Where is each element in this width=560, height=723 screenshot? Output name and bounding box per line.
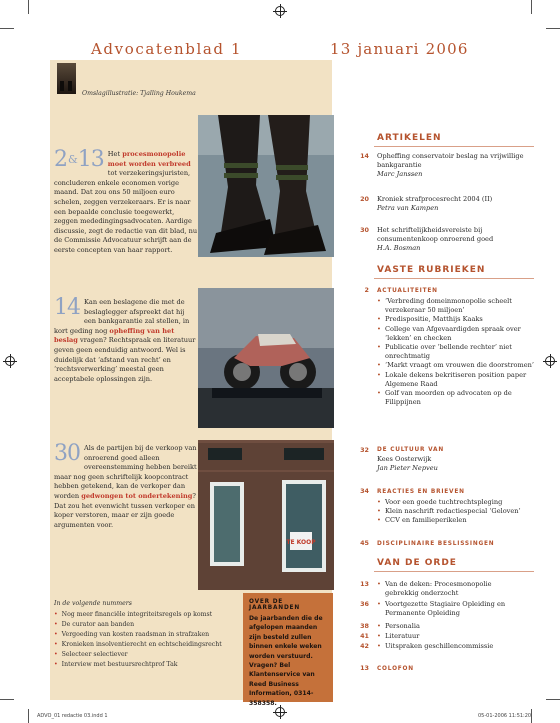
page-number: 41 bbox=[360, 632, 369, 640]
rubric-actualiteiten: ACTUALITEITEN bbox=[377, 288, 438, 294]
toc-entry[interactable] bbox=[355, 580, 535, 600]
teaser-highlight: procesmonopolie moet worden verbreed bbox=[107, 150, 191, 168]
reacties-list bbox=[377, 498, 537, 526]
photo-legs bbox=[198, 115, 334, 257]
page-number: 30 bbox=[360, 226, 369, 234]
list-item: • Interview met bestuursrechtprof Tak bbox=[54, 660, 222, 670]
teaser-page-number: 2&13 bbox=[54, 147, 104, 172]
page-number: 14 bbox=[360, 152, 369, 160]
teaser-text: tot verzekeringsjuristen, concluderen enkele economen vorige maand. Dat zou ons 50 miljoen euro schelen, zeggen verzekeraars. Er is naar een bepaalde conclusie toegewerkt, zeggen mededingingsadvocaten. Aardige discussie, zegt de redactie van dit blad, nu de Commissie Advocatuur schrijft aan de eerste concepten van haar rapport. bbox=[54, 169, 198, 254]
page-number: 36 bbox=[360, 600, 369, 608]
teaser-page-number: 14 bbox=[54, 295, 80, 320]
section-rule bbox=[374, 571, 534, 572]
section-rule bbox=[374, 278, 534, 279]
toc-title: Opheffing conservatoir beslag na vrijwillige bankgarantie bbox=[377, 152, 524, 170]
crop-mark bbox=[546, 699, 560, 700]
crop-mark bbox=[531, 0, 532, 14]
crop-mark bbox=[546, 28, 560, 29]
for-sale-sign: TE KOOP bbox=[286, 539, 316, 546]
jaarbanden-notice bbox=[243, 593, 333, 707]
page-number: 42 bbox=[360, 642, 369, 650]
next-issues-list bbox=[54, 610, 222, 671]
issue-date: 13 januari 2006 bbox=[330, 40, 469, 58]
page-number: 20 bbox=[360, 195, 369, 203]
list-item: • Voor een goede tuchtrechtspleging bbox=[377, 498, 537, 507]
crop-mark bbox=[0, 28, 14, 29]
photo-motorbike-illustration bbox=[198, 288, 334, 428]
toc-title: Het schriftelijkheidsvereiste bij consumentenkoop onroerend goed bbox=[377, 226, 494, 244]
toc-entry[interactable] bbox=[355, 600, 535, 620]
teaser-text: Het bbox=[107, 150, 123, 158]
rubric-colofon: COLOFON bbox=[377, 666, 414, 672]
toc-author: H.A. Bosman bbox=[377, 244, 421, 253]
teaser-block-2 bbox=[54, 295, 198, 384]
toc-author: Petra van Kampen bbox=[377, 204, 439, 213]
registration-mark-left bbox=[5, 356, 15, 366]
cover-thumbnail-legs bbox=[57, 63, 76, 94]
rubric-cultuur: DE CULTUUR VAN bbox=[377, 447, 444, 453]
list-item: • Nog meer financiële integriteitsregels op komst bbox=[54, 610, 222, 620]
list-item: • College van Afgevaardigden spraak over ‘lekken’ en checken bbox=[377, 325, 537, 343]
teaser-highlight: opheffing van het beslag bbox=[54, 326, 175, 345]
toc-title: Kroniek strafprocesrecht 2004 (II) bbox=[377, 195, 493, 203]
next-issues-title: In de volgende nummers bbox=[54, 600, 132, 607]
teaser-block-3 bbox=[54, 441, 198, 530]
teaser-text: Kan een beslagene die met de beslaglegger afspreekt dat hij een bankgarantie zal stellen, in kort geding nog bbox=[54, 298, 190, 335]
teaser-text: Als de partijen bij de verkoop van onroerend goed alleen overeenstemming hebben bereikt maar nog geen schriftelijk koopcontract hebben getekend, kan de verkoper dan worden bbox=[54, 444, 197, 500]
list-item: • Personalia bbox=[377, 622, 527, 631]
list-item: • Golf van moorden op advocaten op de Filippijnen bbox=[377, 389, 537, 407]
page-number: 45 bbox=[360, 539, 369, 547]
section-van-de-orde: VAN DE ORDE bbox=[377, 558, 457, 568]
list-item: • ‘Verbreding domeinmonopolie scheelt verzekeraar 50 miljoen’ bbox=[377, 297, 537, 315]
teaser-block-1 bbox=[54, 147, 198, 256]
section-vaste-rubrieken: VASTE RUBRIEKEN bbox=[377, 265, 486, 275]
registration-mark-right bbox=[545, 356, 555, 366]
actualiteiten-list bbox=[377, 297, 537, 407]
list-item: • Selecteer selectiever bbox=[54, 650, 222, 660]
list-item: • ‘Markt vraagt om vrouwen die doorstromen’ bbox=[377, 361, 537, 370]
jaarbanden-title: OVER DE JAARBANDEN bbox=[249, 599, 300, 611]
page-number: 34 bbox=[360, 487, 369, 495]
crop-mark bbox=[28, 709, 29, 723]
list-item: • De curator aan banden bbox=[54, 620, 222, 630]
page-number: 32 bbox=[360, 446, 369, 454]
teaser-text: ? Dat zou het evenwicht tussen verkoper en koper verstoren, maar er zijn goede argumenten voor. bbox=[54, 491, 196, 529]
magazine-title: Advocatenblad 1 bbox=[91, 40, 243, 58]
page-number: 2 bbox=[364, 286, 369, 294]
registration-mark-top bbox=[275, 6, 285, 16]
list-item: • Voortgezette Stagiaire Opleiding en Permanente Opleiding bbox=[377, 600, 527, 618]
toc-entry[interactable] bbox=[355, 642, 535, 652]
list-item: • Klein naschrift redactiespecial ‘Geloven’ bbox=[377, 507, 537, 516]
crop-mark bbox=[531, 709, 532, 723]
page-number: 13 bbox=[360, 580, 369, 588]
page-number: 38 bbox=[360, 622, 369, 630]
rubric-reacties: REACTIES EN BRIEVEN bbox=[377, 489, 465, 495]
list-item: • Van de deken: Procesmonopolie gebrekkig onderzocht bbox=[377, 580, 527, 598]
toc-entry[interactable] bbox=[355, 632, 535, 642]
list-item: • Predispositie, Matthijs Kaaks bbox=[377, 315, 537, 324]
print-slug-left: ADVO_01 redactie 03.indd 1 bbox=[37, 713, 108, 719]
photo-building bbox=[198, 440, 334, 590]
toc-title: Kees Oosterwijk bbox=[377, 455, 432, 464]
registration-mark-bottom bbox=[275, 707, 285, 717]
photo-motorbike bbox=[198, 288, 334, 428]
section-rule bbox=[374, 146, 534, 147]
list-item: • Vergoeding van kosten raadsman in strafzaken bbox=[54, 630, 222, 640]
list-item: • Lokale dekens bekritiseren position paper Algemene Raad bbox=[377, 371, 537, 389]
cover-caption: Omslagillustratie: Tjalling Houkema bbox=[82, 90, 196, 97]
toc-author: Marc Janssen bbox=[377, 170, 423, 179]
photo-legs-illustration bbox=[198, 115, 334, 257]
print-slug-right: 05-01-2006 11:51:20 bbox=[478, 713, 532, 719]
teaser-text: vragen? Rechtspraak en literatuur geven geen eenduidig antwoord. Wel is duidelijk dat ‘afstand van recht’ en ‘rechtsverwerking’ meestal geen acceptabele oplossingen zijn. bbox=[54, 336, 196, 383]
jaarbanden-body: De jaarbanden die de afgelopen maanden zijn besteld zullen binnen enkele weken worden verstuurd. Vragen? Bel Klantenservice van Reed Business Information, 0314-358358. bbox=[249, 615, 323, 707]
toc-entry[interactable] bbox=[355, 152, 535, 184]
list-item: • CCV en familieperikelen bbox=[377, 516, 537, 525]
page-number: 13 bbox=[360, 664, 369, 672]
toc-entry[interactable] bbox=[355, 622, 535, 632]
section-artikelen: ARTIKELEN bbox=[377, 133, 442, 143]
toc-entry[interactable] bbox=[355, 226, 535, 256]
list-item: • Publicatie over ‘bellende rechter’ niet onrechtmatig bbox=[377, 343, 537, 361]
toc-author: Jan Pieter Nepveu bbox=[377, 464, 438, 473]
teaser-highlight: gedwongen tot ondertekening bbox=[81, 491, 193, 500]
photo-building-illustration bbox=[198, 440, 334, 590]
toc-entry[interactable] bbox=[355, 195, 535, 217]
toc-entry[interactable] bbox=[355, 446, 535, 476]
list-item: • Uitspraken geschillencommissie bbox=[377, 642, 527, 651]
teaser-page-number: 30 bbox=[54, 441, 80, 466]
list-item: • Literatuur bbox=[377, 632, 527, 641]
crop-mark bbox=[0, 699, 14, 700]
rubric-disciplinair: DISCIPLINAIRE BESLISSINGEN bbox=[377, 541, 495, 547]
list-item: • Kronieken insolventierecht en echtscheidingsrecht bbox=[54, 640, 222, 650]
crop-mark bbox=[28, 0, 29, 14]
